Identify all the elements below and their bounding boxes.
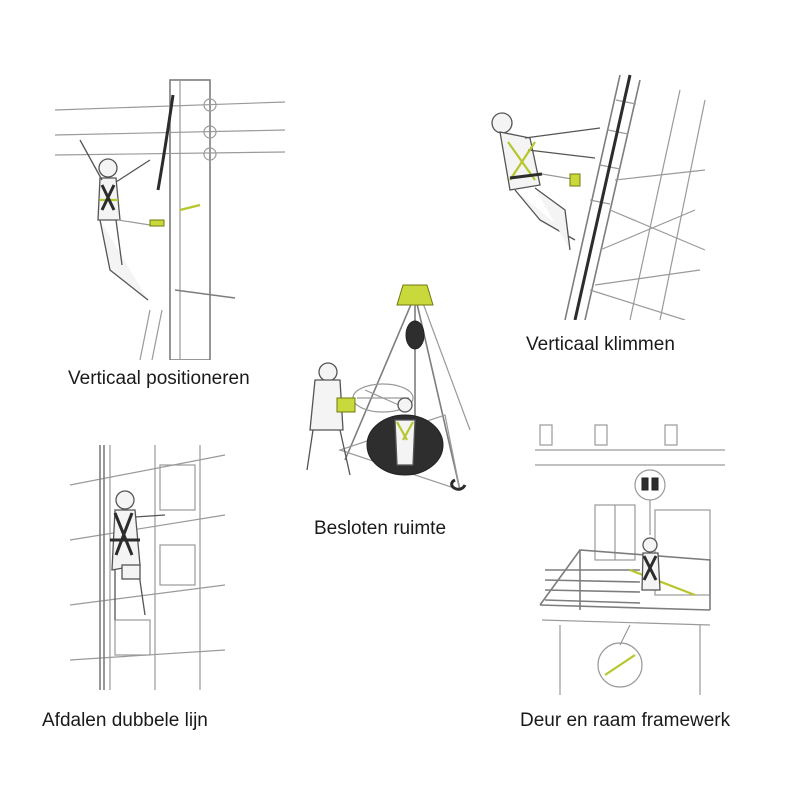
scene-door-window-framework xyxy=(530,420,730,695)
illustration-confined-space xyxy=(295,280,485,510)
caption-door-window-framework: Deur en raam framewerk xyxy=(520,710,731,731)
caption-double-line-descent: Afdalen dubbele lijn xyxy=(42,710,208,731)
scene-double-line-descent xyxy=(60,445,230,690)
detail-callout-top xyxy=(635,470,665,500)
caption-vertical-positioning: Verticaal positioneren xyxy=(68,368,250,389)
illustration-vertical-climbing xyxy=(480,70,710,320)
scene-vertical-positioning xyxy=(50,60,290,360)
illustration-vertical-positioning xyxy=(50,60,290,360)
caption-vertical-climbing: Verticaal klimmen xyxy=(526,334,675,355)
illustration-double-line-descent xyxy=(60,445,230,690)
winch-icon xyxy=(406,321,424,349)
caption-confined-space: Besloten ruimte xyxy=(314,518,447,539)
illustration-door-window-framework xyxy=(530,420,730,695)
scene-vertical-climbing xyxy=(480,70,710,320)
tripod-head-icon xyxy=(397,285,433,305)
scene-confined-space xyxy=(295,280,485,510)
